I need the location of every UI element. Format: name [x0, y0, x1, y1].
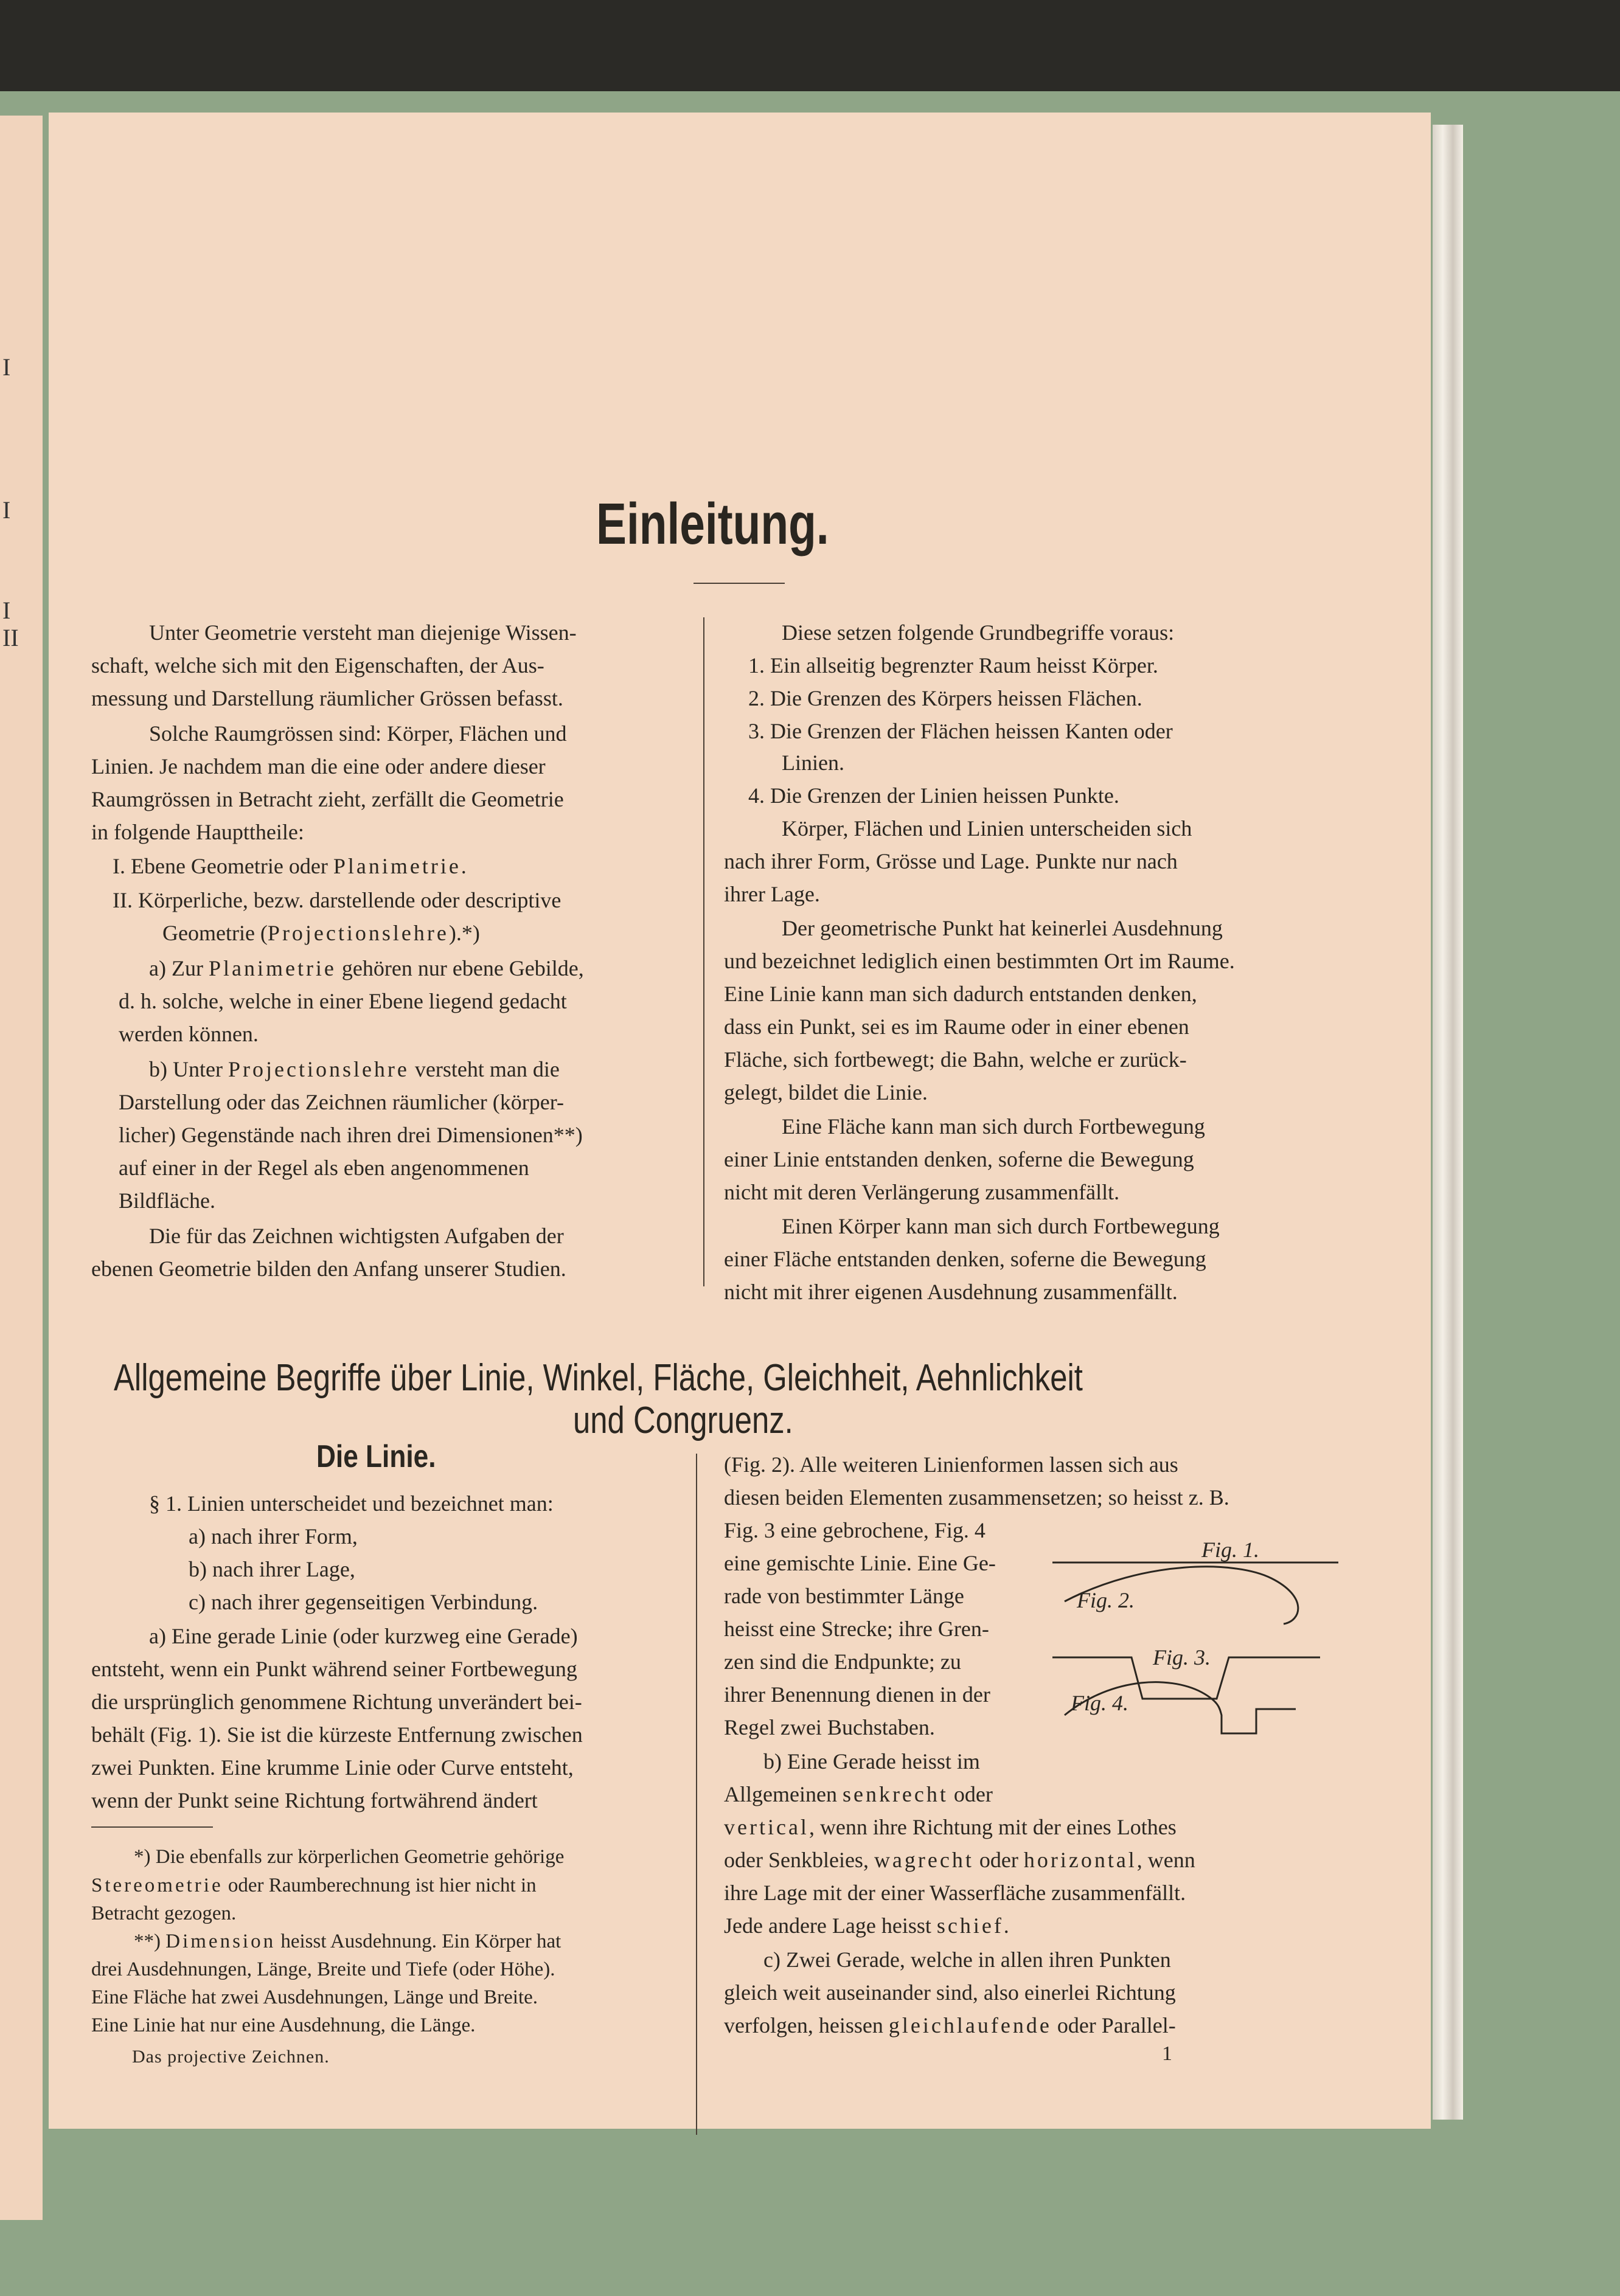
- list-item: 2. Die Grenzen des Körpers heissen Flächen.: [748, 686, 1142, 710]
- text-line: nicht mit deren Verlängerung zusammenfällt.: [724, 1180, 1120, 1204]
- text-line: § 1. Linien unterscheidet und bezeichnet man:: [149, 1491, 554, 1516]
- text-line: Körper, Flächen und Linien unterscheiden sich: [782, 816, 1192, 841]
- fig3-label: Fig. 3.: [1153, 1645, 1211, 1670]
- text-line: Allgemeinen senkrecht oder: [724, 1782, 993, 1806]
- text-line: heisst eine Strecke; ihre Gren-: [724, 1617, 989, 1641]
- text-line: Der geometrische Punkt hat keinerlei Ausdehnung: [782, 916, 1223, 940]
- list-item: Geometrie (Projectionslehre).*): [162, 921, 480, 945]
- book-page: [49, 113, 1431, 2129]
- left-page-mark: I: [2, 597, 11, 624]
- text-line: Jede andere Lage heisst schief.: [724, 1913, 1012, 1938]
- footnote-rule: [91, 1826, 213, 1828]
- text-line: behält (Fig. 1). Sie ist die kürzeste Entfernung zwischen: [91, 1722, 583, 1747]
- text-line: nicht mit ihrer eigenen Ausdehnung zusammenfällt.: [724, 1280, 1178, 1304]
- footer-title: Das projective Zeichnen.: [132, 2047, 330, 2067]
- heading-rule: [694, 583, 785, 584]
- text-line: Eine Linie kann man sich dadurch entstanden denken,: [724, 982, 1197, 1006]
- fig4-label: Fig. 4.: [1071, 1691, 1128, 1715]
- list-item: c) nach ihrer gegenseitigen Verbindung.: [189, 1590, 538, 1614]
- text-line: Einen Körper kann man sich durch Fortbewegung: [782, 1214, 1220, 1238]
- section-title: und Congruenz.: [573, 1399, 793, 1441]
- footnote-line: Eine Linie hat nur eine Ausdehnung, die Länge.: [91, 2014, 476, 2036]
- column-divider: [696, 1454, 697, 2135]
- list-item: 1. Ein allseitig begrenzter Raum heisst Körper.: [748, 653, 1158, 678]
- left-page-mark: I: [2, 353, 11, 381]
- list-item: Linien.: [782, 751, 844, 775]
- text-line: a) Zur Planimetrie gehören nur ebene Gebilde,: [149, 956, 584, 980]
- page-number: 1: [1162, 2042, 1172, 2065]
- text-line: zwei Punkten. Eine krumme Linie oder Curve entsteht,: [91, 1755, 574, 1780]
- text-line: gelegt, bildet die Linie.: [724, 1080, 928, 1105]
- text-line: ihrer Lage.: [724, 882, 820, 906]
- text-line: in folgende Haupttheile:: [91, 820, 304, 844]
- text-line: b) Eine Gerade heisst im: [763, 1749, 980, 1774]
- left-page-edge: [0, 116, 43, 2220]
- text-line: und bezeichnet lediglich einen bestimmten Ort im Raume.: [724, 949, 1235, 973]
- text-line: licher) Gegenstände nach ihren drei Dimensionen**): [119, 1123, 583, 1147]
- text-line: gleich weit auseinander sind, also einerlei Richtung: [724, 1980, 1176, 2005]
- list-item: II. Körperliche, bezw. darstellende oder descriptive: [113, 888, 561, 912]
- footnote-line: *) Die ebenfalls zur körperlichen Geometrie gehörige: [134, 1846, 565, 1868]
- text-line: d. h. solche, welche in einer Ebene liegend gedacht: [119, 989, 567, 1013]
- section-title: Allgemeine Begriffe über Linie, Winkel, Fläche, Gleichheit, Aehnlichkeit: [114, 1357, 1083, 1399]
- text-line: ihre Lage mit der einer Wasserfläche zusammenfällt.: [724, 1881, 1186, 1905]
- text-line: diesen beiden Elementen zusammensetzen; so heisst z. B.: [724, 1485, 1229, 1510]
- text-line: vertical, wenn ihre Richtung mit der eines Lothes: [724, 1815, 1177, 1839]
- text-line: ebenen Geometrie bilden den Anfang unserer Studien.: [91, 1257, 566, 1281]
- list-item: 4. Die Grenzen der Linien heissen Punkte.: [748, 783, 1119, 808]
- fig2-label: Fig. 2.: [1077, 1588, 1135, 1612]
- text-line: schaft, welche sich mit den Eigenschaften, der Aus-: [91, 653, 544, 678]
- text-line: (Fig. 2). Alle weiteren Linienformen lassen sich aus: [724, 1452, 1178, 1477]
- text-line: Die für das Zeichnen wichtigsten Aufgaben der: [149, 1224, 564, 1248]
- text-line: ihrer Benennung dienen in der: [724, 1682, 990, 1707]
- text-line: einer Linie entstanden denken, soferne die Bewegung: [724, 1147, 1194, 1171]
- text-line: Regel zwei Buchstaben.: [724, 1715, 935, 1739]
- list-item: 3. Die Grenzen der Flächen heissen Kanten oder: [748, 719, 1173, 743]
- text-line: Darstellung oder das Zeichnen räumlicher (körper-: [119, 1090, 564, 1114]
- page-stack-edge: [1433, 125, 1463, 2120]
- text-line: Eine Fläche kann man sich durch Fortbewegung: [782, 1114, 1205, 1139]
- text-line: die ursprünglich genommene Richtung unverändert bei-: [91, 1690, 582, 1714]
- text-line: auf einer in der Regel als eben angenommenen: [119, 1156, 529, 1180]
- left-page-mark: II: [2, 624, 19, 651]
- chapter-heading: Einleitung.: [596, 491, 829, 557]
- text-line: a) Eine gerade Linie (oder kurzweg eine Gerade): [149, 1624, 578, 1648]
- left-page-mark: I: [2, 496, 11, 524]
- text-line: werden können.: [119, 1022, 259, 1046]
- text-line: einer Fläche entstanden denken, soferne die Bewegung: [724, 1247, 1206, 1271]
- text-line: entsteht, wenn ein Punkt während seiner Fortbewegung: [91, 1657, 577, 1681]
- text-line: Raumgrössen in Betracht zieht, zerfällt die Geometrie: [91, 787, 564, 811]
- list-item: a) nach ihrer Form,: [189, 1524, 358, 1549]
- text-line: dass ein Punkt, sei es im Raume oder in einer ebenen: [724, 1014, 1189, 1039]
- text-line: c) Zwei Gerade, welche in allen ihren Punkten: [763, 1947, 1171, 1972]
- text-line: eine gemischte Linie. Eine Ge-: [724, 1551, 996, 1575]
- footnote-line: Stereometrie oder Raumberechnung ist hier nicht in: [91, 1875, 537, 1896]
- text-line: Fläche, sich fortbewegt; die Bahn, welche er zurück-: [724, 1047, 1187, 1072]
- text-line: verfolgen, heissen gleichlaufende oder Parallel-: [724, 2013, 1176, 2038]
- text-line: oder Senkbleies, wagrecht oder horizontal, wenn: [724, 1848, 1195, 1872]
- footnote-line: **) Dimension heisst Ausdehnung. Ein Körper hat: [134, 1930, 561, 1952]
- subsection-title: Die Linie.: [316, 1439, 436, 1474]
- text-line: rade von bestimmter Länge: [724, 1584, 964, 1608]
- text-line: Solche Raumgrössen sind: Körper, Flächen und: [149, 721, 567, 746]
- footnote-line: Betracht gezogen.: [91, 1902, 237, 1924]
- text-line: Bildfläche.: [119, 1188, 215, 1213]
- text-line: zen sind die Endpunkte; zu: [724, 1649, 961, 1674]
- text-line: Diese setzen folgende Grundbegriffe voraus:: [782, 620, 1175, 645]
- text-line: b) Unter Projectionslehre versteht man die: [149, 1057, 560, 1081]
- list-item: b) nach ihrer Lage,: [189, 1557, 355, 1581]
- text-line: Unter Geometrie versteht man diejenige Wissen-: [149, 620, 577, 645]
- text-line: messung und Darstellung räumlicher Grössen befasst.: [91, 686, 563, 710]
- footnote-line: drei Ausdehnungen, Länge, Breite und Tiefe (oder Höhe).: [91, 1958, 555, 1980]
- figure-lines: [1052, 1536, 1417, 1736]
- text-line: wenn der Punkt seine Richtung fortwährend ändert: [91, 1788, 538, 1812]
- column-divider: [703, 617, 704, 1286]
- footnote-line: Eine Fläche hat zwei Ausdehnungen, Länge und Breite.: [91, 1986, 538, 2008]
- text-line: nach ihrer Form, Grösse und Lage. Punkte nur nach: [724, 849, 1178, 873]
- list-item: I. Ebene Geometrie oder Planimetrie.: [113, 854, 469, 878]
- text-line: Fig. 3 eine gebrochene, Fig. 4: [724, 1518, 986, 1542]
- text-line: Linien. Je nachdem man die eine oder andere dieser: [91, 754, 546, 779]
- fig1-label: Fig. 1.: [1201, 1538, 1259, 1562]
